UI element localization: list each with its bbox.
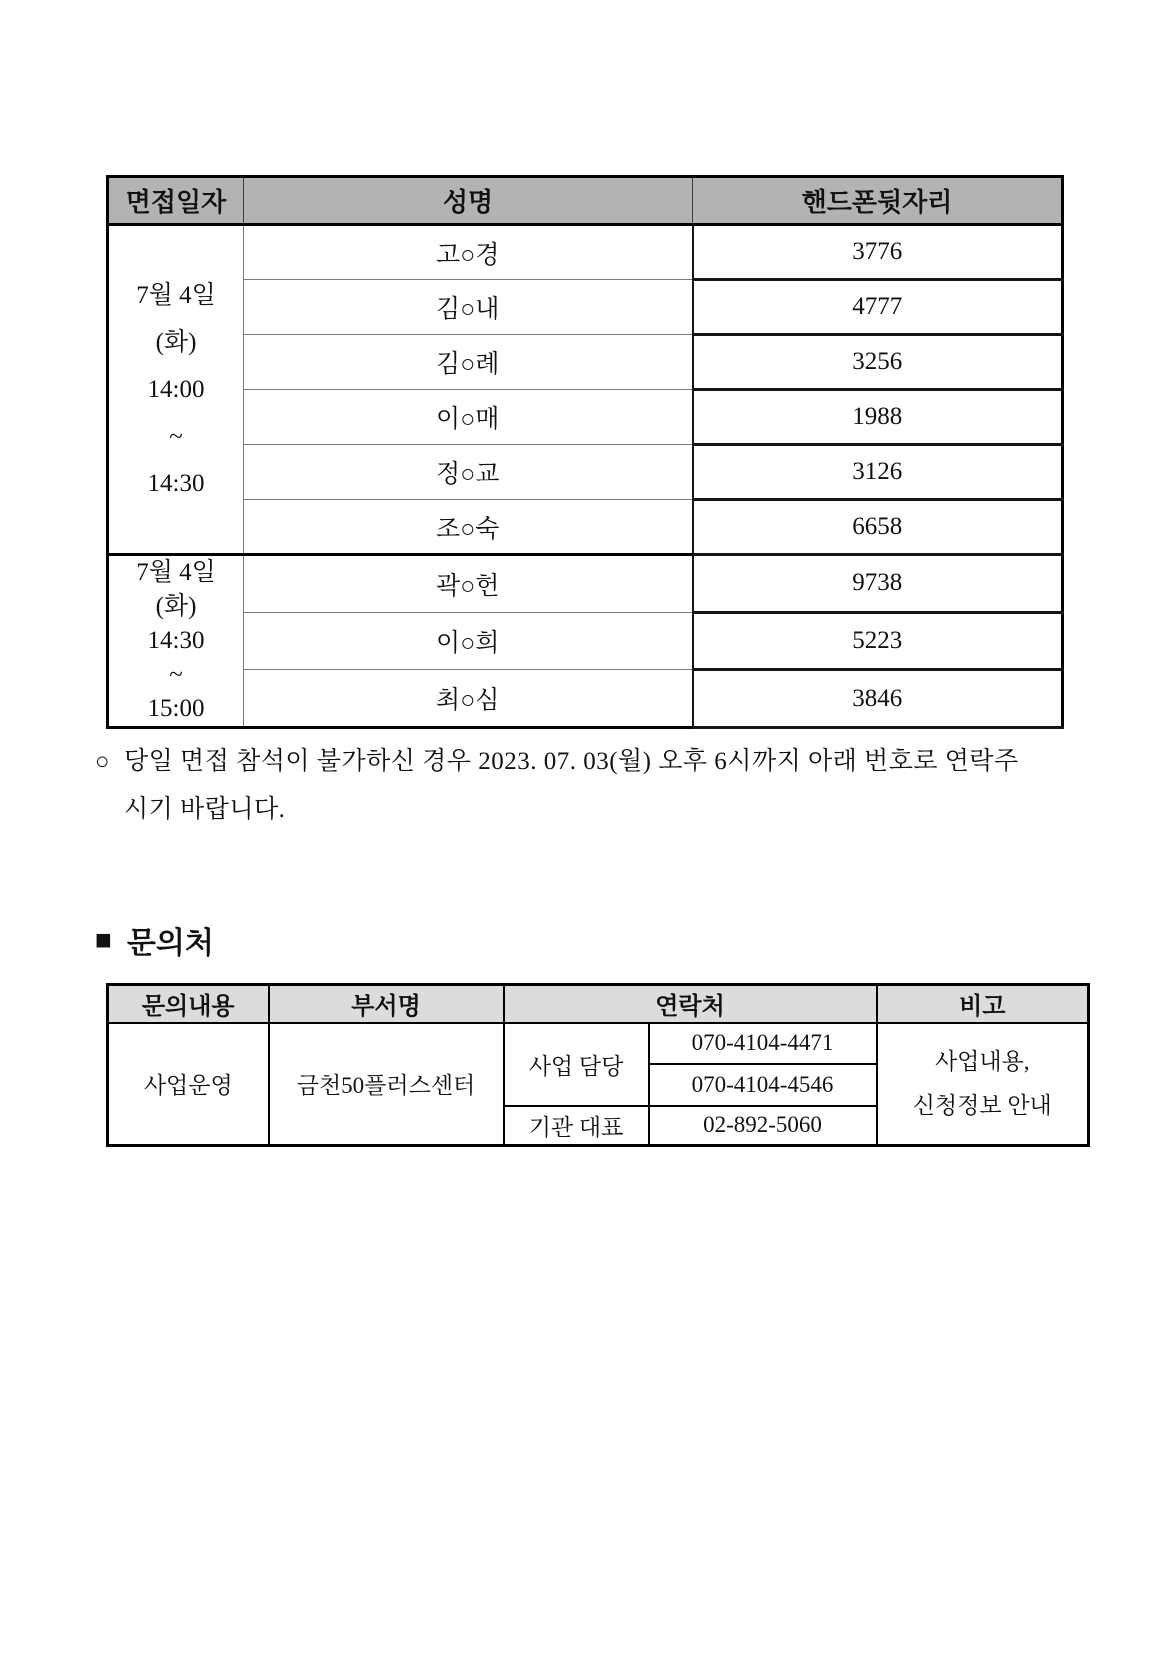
name-cell: 최○심 — [244, 670, 693, 728]
remark-cell — [877, 1023, 1089, 1146]
contact-label-cell: 기관 대표 — [504, 1106, 649, 1146]
interview-row — [108, 280, 1063, 335]
date-cell-group-2 — [108, 555, 244, 728]
phone-number-cell: 02-892-5060 — [649, 1106, 877, 1146]
interview-row — [108, 390, 1063, 445]
interview-row — [108, 335, 1063, 390]
phone-cell: 5223 — [693, 612, 1063, 670]
date-line: ~ — [169, 423, 183, 450]
contact-label-cell: 사업 담당 — [504, 1023, 649, 1106]
name-cell: 김○례 — [244, 335, 693, 390]
contact-section-title: 문의처 — [126, 927, 214, 960]
interview-row — [108, 225, 1063, 280]
phone-cell: 3776 — [693, 225, 1063, 280]
header-cell-name: 성명 — [244, 177, 693, 225]
name-cell: 고○경 — [244, 225, 693, 280]
remark-line: 사업내용, — [934, 1048, 1030, 1074]
phone-cell: 6658 — [693, 500, 1063, 555]
header-cell-inquiry-type: 문의내용 — [108, 985, 269, 1023]
name-cell: 정○교 — [244, 445, 693, 500]
notice-line-2: 시기 바랍니다. — [124, 796, 286, 823]
notice-text — [124, 738, 1019, 834]
interview-schedule-table — [106, 175, 1064, 729]
interview-table-header-row — [108, 177, 1063, 225]
date-line: 7월 4일 — [136, 282, 216, 309]
phone-cell: 9738 — [693, 555, 1063, 613]
date-line: 14:00 — [147, 376, 205, 403]
date-lines — [109, 556, 243, 726]
interview-row — [108, 555, 1063, 613]
name-cell: 이○매 — [244, 390, 693, 445]
date-line: 14:30 — [147, 470, 205, 497]
notice-line-1: 당일 면접 참석이 불가하신 경우 2023. 07. 03(월) 오후 6시까지 아래 번호로 연락주 — [124, 748, 1019, 775]
department-cell: 금천50플러스센터 — [269, 1023, 504, 1146]
name-cell: 김○내 — [244, 280, 693, 335]
phone-number-cell: 070-4104-4471 — [649, 1023, 877, 1064]
header-cell-phone-suffix: 핸드폰뒷자리 — [693, 177, 1063, 225]
date-line: (화) — [155, 329, 197, 356]
phone-cell: 3126 — [693, 445, 1063, 500]
phone-cell: 1988 — [693, 390, 1063, 445]
date-line: 15:00 — [147, 695, 205, 722]
date-lines — [109, 272, 243, 507]
contact-table-header-row — [108, 985, 1089, 1023]
contact-section-heading — [95, 918, 214, 962]
name-cell: 이○희 — [244, 612, 693, 670]
header-cell-department: 부서명 — [269, 985, 504, 1023]
date-line: ~ — [169, 661, 183, 688]
header-cell-remark: 비고 — [877, 985, 1089, 1023]
date-line: 14:30 — [147, 627, 205, 654]
inquiry-type-cell: 사업운영 — [108, 1023, 269, 1146]
interview-row — [108, 612, 1063, 670]
date-line: (화) — [155, 593, 197, 620]
interview-row — [108, 500, 1063, 555]
date-cell-group-1 — [108, 225, 244, 555]
remark-line: 신청정보 안내 — [912, 1092, 1052, 1118]
phone-cell: 4777 — [693, 280, 1063, 335]
square-bullet-icon: ■ — [95, 925, 112, 956]
interview-row — [108, 670, 1063, 728]
phone-cell: 3256 — [693, 335, 1063, 390]
header-cell-interview-date: 면접일자 — [108, 177, 244, 225]
notice-paragraph — [95, 738, 1095, 834]
contact-table — [106, 983, 1090, 1147]
name-cell: 조○숙 — [244, 500, 693, 555]
contact-row — [108, 1023, 1089, 1064]
phone-number-cell: 070-4104-4546 — [649, 1064, 877, 1106]
date-line: 7월 4일 — [136, 559, 216, 586]
header-cell-contact: 연락처 — [504, 985, 877, 1023]
interview-row — [108, 445, 1063, 500]
phone-cell: 3846 — [693, 670, 1063, 728]
name-cell: 곽○헌 — [244, 555, 693, 613]
circle-bullet-icon: ○ — [95, 749, 110, 775]
